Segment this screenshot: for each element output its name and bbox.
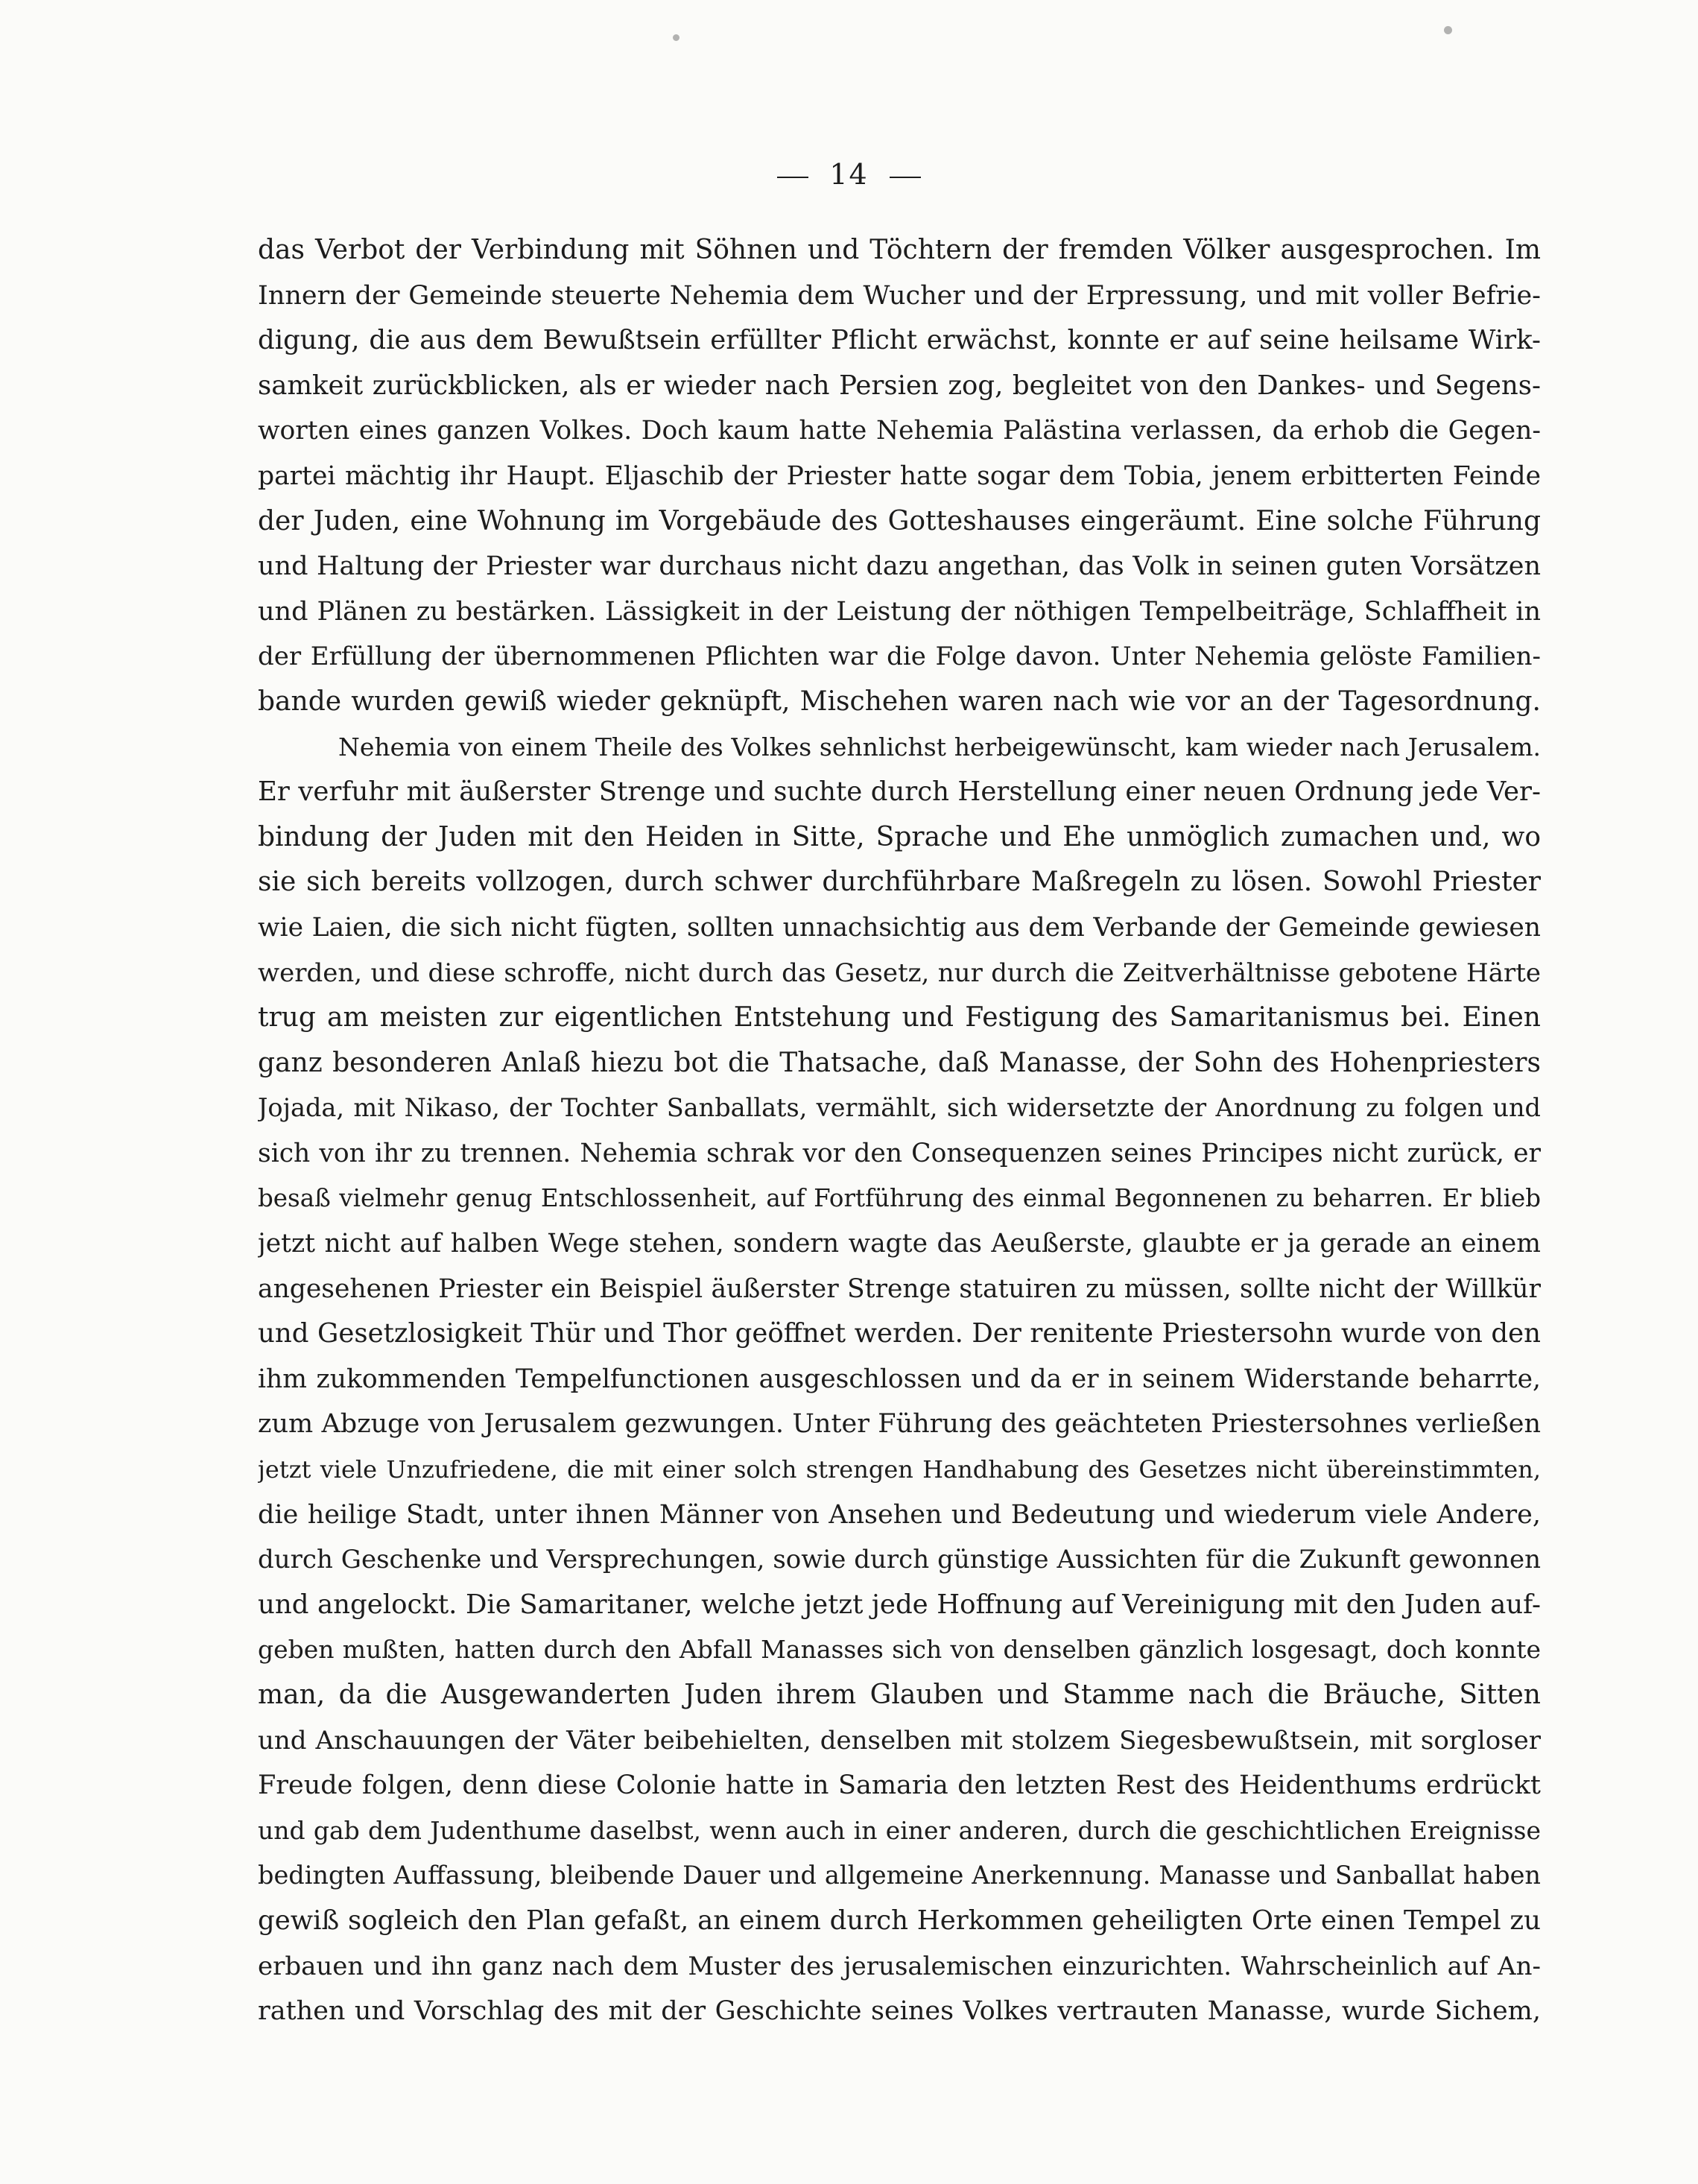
text-line: und gab dem Judenthume daselbst, wenn auch in einer anderen, durch die geschichtlichen Ereignisse [258, 1815, 1541, 1845]
text-line: durch Geschenke und Versprechungen, sowie durch günstige Aussichten für die Zukunft gewonnen [258, 1545, 1541, 1575]
text-line: werden, und diese schroffe, nicht durch das Gesetz, nur durch die Zeitverhältnisse gebotene Härte [258, 958, 1541, 988]
text-line: samkeit zurückblicken, als er wieder nach Persien zog, begleitet von den Dankes- und Segens- [258, 370, 1541, 401]
text-line: der Erfüllung der übernommenen Pflichten war die Folge davon. Unter Nehemia gelöste Familien- [258, 642, 1541, 672]
text-line: Innern der Gemeinde steuerte Nehemia dem Wucher und der Erpressung, und mit voller Befrie- [258, 280, 1541, 311]
text-line: wie Laien, die sich nicht fügten, sollten unnachsichtig aus dem Verbande der Gemeinde gewiesen [258, 912, 1541, 943]
text-line: sie sich bereits vollzogen, durch schwer durchführbare Maßregeln zu lösen. Sowohl Priester [258, 867, 1541, 898]
ink-speck [673, 34, 679, 41]
text-line: jetzt viele Unzufriedene, die mit einer solch strengen Handhabung des Gesetzes nicht übereinstimmten, [258, 1455, 1541, 1484]
text-line: und Anschauungen der Väter beibehielten, denselben mit stolzem Siegesbewußtsein, mit sorgloser [258, 1725, 1541, 1756]
text-line: und Plänen zu bestärken. Lässigkeit in der Leistung der nöthigen Tempelbeiträge, Schlaffheit in [258, 596, 1541, 627]
text-line: angesehenen Priester ein Beispiel äußerster Strenge statuiren zu müssen, sollte nicht der Willkür [258, 1273, 1541, 1304]
text-line: und Haltung der Priester war durchaus nicht dazu angethan, das Volk in seinen guten Vorsätzen [258, 551, 1541, 582]
text-line: zum Abzuge von Jerusalem gezwungen. Unter Führung des geächteten Priestersohnes verließen [258, 1409, 1541, 1440]
text-line: ganz besonderen Anlaß hiezu bot die Thatsache, daß Manasse, der Sohn des Hohenpriesters [258, 1047, 1541, 1078]
page-header [0, 158, 1698, 191]
text-line: der Juden, eine Wohnung im Vorgebäude des Gotteshauses eingeräumt. Eine solche Führung [258, 505, 1541, 536]
page-number: 14 [829, 158, 869, 191]
text-line: erbauen und ihn ganz nach dem Muster des jerusalemischen einzurichten. Wahrscheinlich auf An- [258, 1951, 1541, 1981]
text-line: digung, die aus dem Bewußtsein erfüllter Pflicht erwächst, konnte er auf seine heilsame Wirk- [258, 325, 1541, 356]
text-line: Nehemia von einem Theile des Volkes sehnlichst herbeigewünscht, kam wieder nach Jerusalem. [338, 732, 1541, 762]
text-line: bedingten Auffassung, bleibende Dauer und allgemeine Anerkennung. Manasse und Sanballat haben [258, 1861, 1541, 1890]
text-line: bande wurden gewiß wieder geknüpft, Mischehen waren nach wie vor an der Tagesordnung. [258, 686, 1541, 717]
text-line: worten eines ganzen Volkes. Doch kaum hatte Nehemia Palästina verlassen, da erhob die Gegen- [258, 416, 1541, 446]
text-line: Jojada, mit Nikaso, der Tochter Sanballats, vermählt, sich widersetzte der Anordnung zu folgen und [258, 1093, 1541, 1123]
text-line: ihm zukommenden Tempelfunctionen ausgeschlossen und da er in seinem Widerstande beharrte, [258, 1364, 1541, 1394]
header-dash-right [890, 177, 921, 178]
text-line: gewiß sogleich den Plan gefaßt, an einem durch Herkommen geheiligten Orte einen Tempel zu [258, 1905, 1541, 1936]
text-line: man, da die Ausgewanderten Juden ihrem Glauben und Stamme nach die Bräuche, Sitten [258, 1680, 1541, 1710]
text-line: das Verbot der Verbindung mit Söhnen und Töchtern der fremden Völker ausgesprochen. Im [258, 235, 1541, 265]
text-line: trug am meisten zur eigentlichen Entstehung und Festigung des Samaritanismus bei. Einen [258, 1002, 1541, 1034]
text-line: und Gesetzlosigkeit Thür und Thor geöffnet werden. Der renitente Priestersohn wurde von den [258, 1318, 1541, 1349]
header-dash-left [777, 177, 808, 178]
text-line: sich von ihr zu trennen. Nehemia schrak vor den Consequenzen seines Principes nicht zurück, er [258, 1138, 1541, 1168]
ink-speck [1444, 26, 1452, 34]
text-line: Er verfuhr mit äußerster Strenge und suchte durch Herstellung einer neuen Ordnung jede Ver- [258, 776, 1541, 808]
body-text [258, 228, 1541, 2034]
text-line: partei mächtig ihr Haupt. Eljaschib der Priester hatte sogar dem Tobia, jenem erbitterten Feinde [258, 460, 1541, 491]
text-line: besaß vielmehr genug Entschlossenheit, auf Fortführung des einmal Begonnenen zu beharren. Er blieb [258, 1184, 1541, 1213]
text-line: und angelockt. Die Samaritaner, welche jetzt jede Hoffnung auf Vereinigung mit den Juden auf- [258, 1589, 1541, 1620]
text-line: bindung der Juden mit den Heiden in Sitte, Sprache und Ehe unmöglich zumachen und, wo [258, 821, 1541, 852]
text-line: die heilige Stadt, unter ihnen Männer von Ansehen und Bedeutung und wiederum viele Andere, [258, 1499, 1541, 1530]
text-line: geben mußten, hatten durch den Abfall Manasses sich von denselben gänzlich losgesagt, doch konnte [258, 1635, 1541, 1665]
text-line: jetzt nicht auf halben Wege stehen, sondern wagte das Aeußerste, glaubte er ja gerade an einem [258, 1229, 1541, 1259]
text-line: rathen und Vorschlag des mit der Geschichte seines Volkes vertrauten Manasse, wurde Sichem, [258, 1996, 1541, 2027]
text-line: Freude folgen, denn diese Colonie hatte in Samaria den letzten Rest des Heidenthums erdrückt [258, 1770, 1541, 1801]
